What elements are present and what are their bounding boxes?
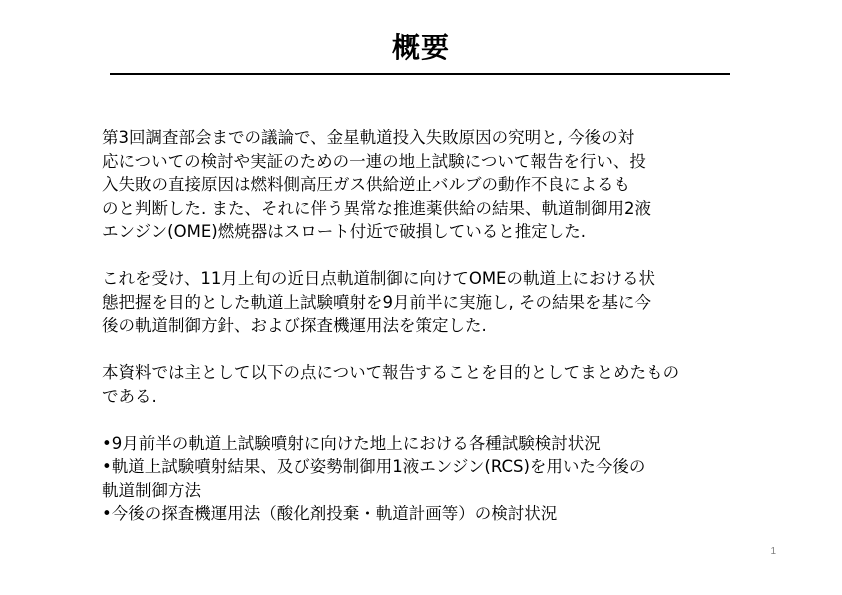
text-line: 第3回調査部会までの議論で、金星軌道投入失敗原因の究明と, 今後の対 <box>102 128 635 147</box>
text-line: である. <box>102 386 157 406</box>
paragraph-background <box>102 126 762 244</box>
title-underline <box>110 73 730 75</box>
text-line: 後の軌道制御方針、および探査機運用法を策定した. <box>102 316 487 335</box>
list-item: •今後の探査機運用法（酸化剤投棄・軌道計画等）の検討状況 <box>102 504 558 523</box>
text-line: 入失敗の直接原因は燃料側高圧ガス供給逆止バルブの動作不良によるも <box>102 175 630 194</box>
text-line: 応についての検討や実証のための一連の地上試験について報告を行い、投 <box>102 151 646 171</box>
text-line: のと判断した. また、それに伴う異常な推進薬供給の結果、軌道制御用2液 <box>102 198 651 218</box>
list-item-continuation: 軌道制御方法 <box>102 480 201 500</box>
text-line: 本資料では主として以下の点について報告することを目的としてまとめたもの <box>102 363 680 382</box>
slide-body <box>102 126 762 526</box>
bullet-list <box>102 432 762 526</box>
slide-title: 概要 <box>391 31 450 64</box>
text-line: エンジン(OME)燃焼器はスロート付近で破損していると推定した. <box>102 222 586 241</box>
page-number: 1 <box>770 546 776 557</box>
list-item: •軌道上試験噴射結果、及び姿勢制御用1液エンジン(RCS)を用いた今後の <box>102 457 646 476</box>
list-item: •9月前半の軌道上試験噴射に向けた地上における各種試験検討状況 <box>102 433 601 453</box>
paragraph-plan <box>102 267 762 338</box>
text-line: 態把握を目的とした軌道上試験噴射を9月前半に実施し, その結果を基に今 <box>102 292 651 312</box>
paragraph-purpose <box>102 361 762 408</box>
text-line: これを受け、11月上旬の近日点軌道制御に向けてOMEの軌道上における状 <box>102 269 655 288</box>
